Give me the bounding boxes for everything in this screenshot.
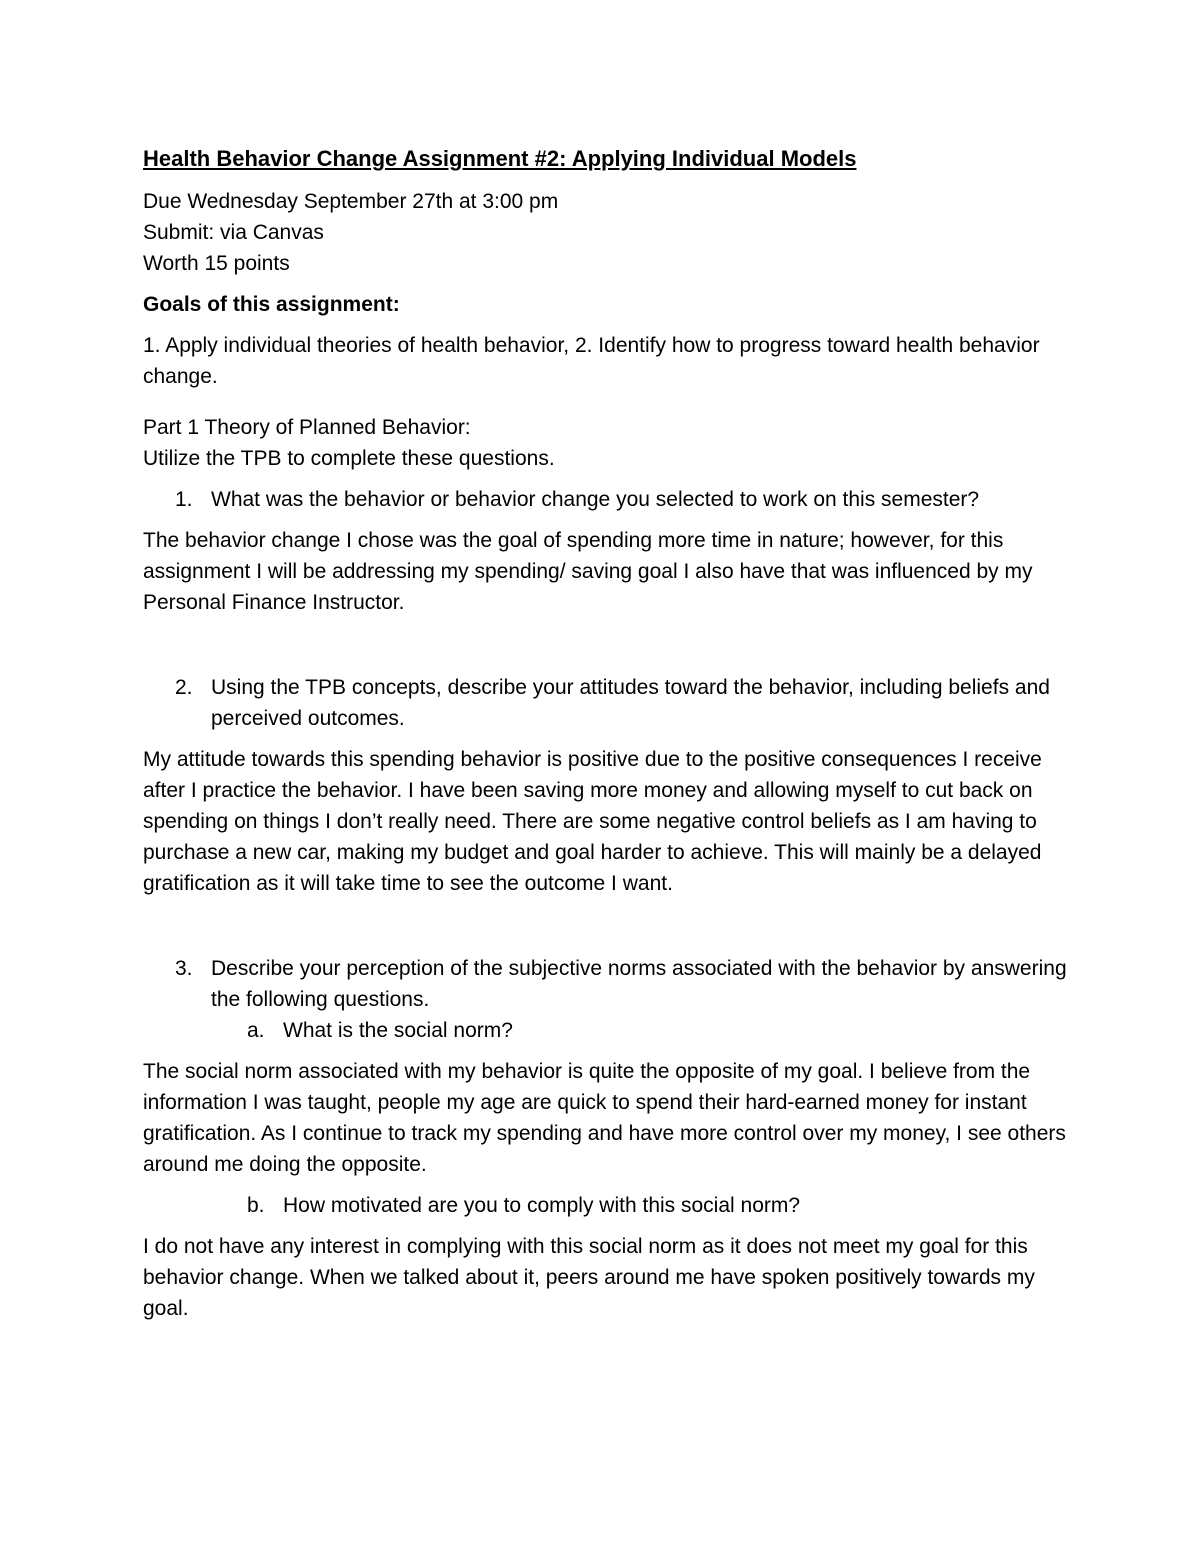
- goals-heading: Goals of this assignment:: [143, 293, 400, 316]
- spacer: [143, 628, 1073, 672]
- part1-section: [143, 412, 1073, 474]
- points-worth: Worth 15 points: [143, 252, 290, 275]
- question-3a-text: What is the social norm?: [283, 1019, 513, 1042]
- submission-method: Submit: via Canvas: [143, 221, 324, 244]
- question-3: [143, 953, 1073, 1015]
- question-2-text: Using the TPB concepts, describe your attitudes toward the behavior, including beliefs and perceived outcomes.: [211, 676, 1050, 730]
- answer-2: My attitude towards this spending behavior is positive due to the positive consequences I receive after I practice the behavior. I have been saving more money and allowing myself to cut back on spending on things I don’t really need. There are some negative control beliefs as I am having to purchase a new car, making my budget and goal harder to achieve. This will mainly be a delayed gratification as it will take time to see the outcome I want.: [143, 748, 1042, 895]
- goals-text: 1. Apply individual theories of health behavior, 2. Identify how to progress toward health behavior change.: [143, 334, 1040, 388]
- spacer: [143, 909, 1073, 953]
- assignment-info: [143, 186, 1073, 279]
- question-1-number: 1.: [175, 488, 193, 511]
- answer-1: The behavior change I chose was the goal of spending more time in nature; however, for this assignment I will be addressing my spending/ saving goal I also have that was influenced by my Personal Finance Instructor.: [143, 529, 1033, 614]
- answer-3a: The social norm associated with my behavior is quite the opposite of my goal. I believe from the information I was taught, people my age are quick to spend their hard-earned money for instant gratification. As I continue to track my spending and have more control over my money, I see others around me doing the opposite.: [143, 1060, 1066, 1176]
- document-page: [143, 143, 1073, 1334]
- question-3b-letter: b.: [247, 1194, 265, 1217]
- question-3-number: 3.: [175, 957, 193, 980]
- question-3b-text: How motivated are you to comply with this social norm?: [283, 1194, 801, 1217]
- part1-instruction: Utilize the TPB to complete these questions.: [143, 447, 555, 470]
- question-3-text: Describe your perception of the subjective norms associated with the behavior by answering the following questions.: [211, 957, 1067, 1011]
- question-3a: [143, 1015, 1073, 1046]
- question-2-number: 2.: [175, 676, 193, 699]
- question-3a-letter: a.: [247, 1019, 265, 1042]
- answer-3b: I do not have any interest in complying with this social norm as it does not meet my goal for this behavior change. When we talked about it, peers around me have spoken positively towards my goal.: [143, 1235, 1035, 1320]
- assignment-title: Health Behavior Change Assignment #2: Applying Individual Models: [143, 146, 857, 171]
- part1-heading: Part 1 Theory of Planned Behavior:: [143, 416, 471, 439]
- question-1-text: What was the behavior or behavior change you selected to work on this semester?: [211, 488, 980, 511]
- question-1: [143, 484, 1073, 515]
- question-2: [143, 672, 1073, 734]
- question-3b: [143, 1190, 1073, 1221]
- due-date: Due Wednesday September 27th at 3:00 pm: [143, 190, 559, 213]
